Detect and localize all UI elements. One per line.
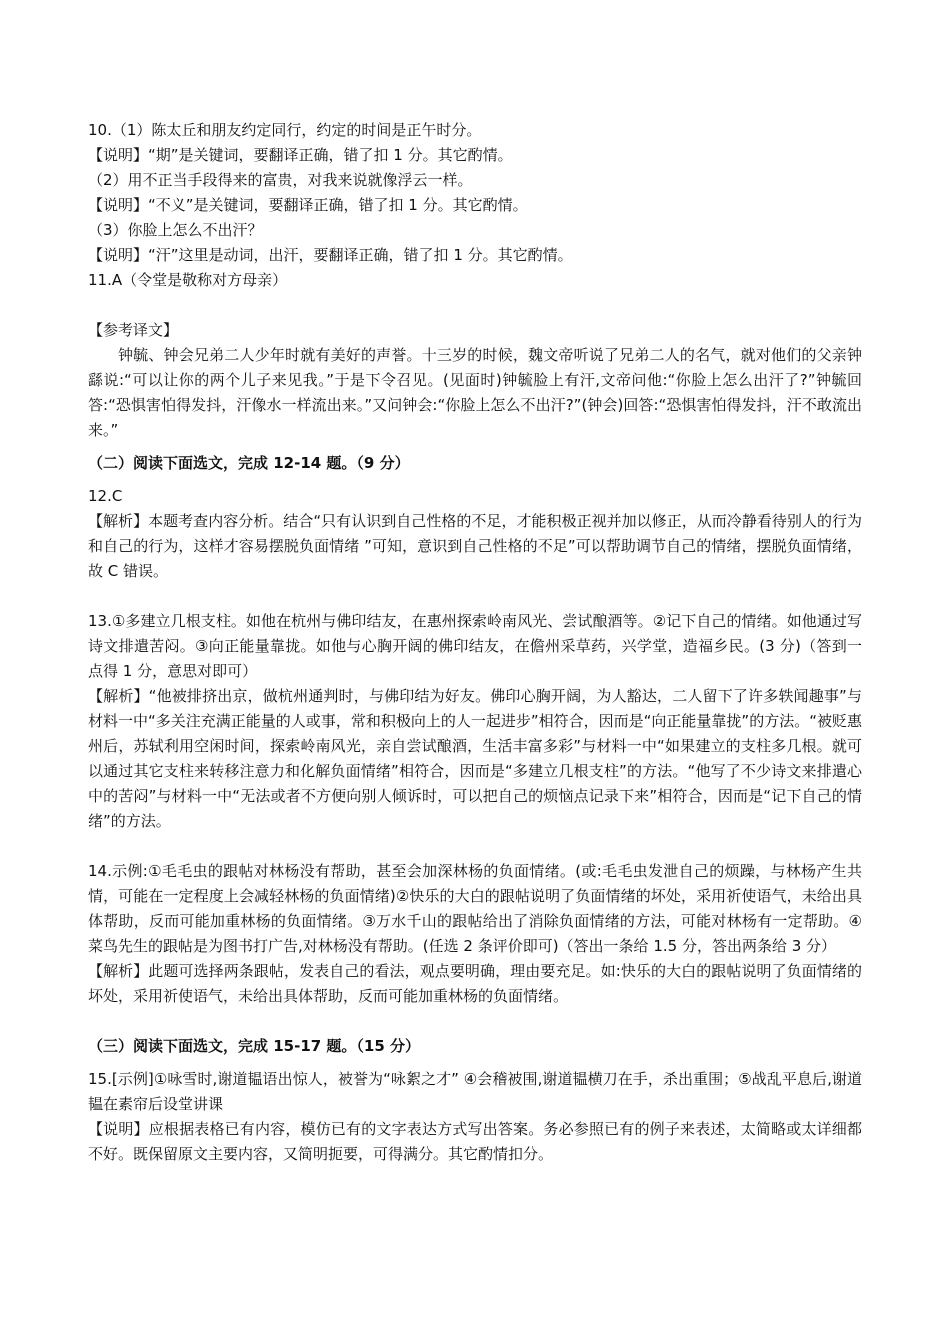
q14-answer: 14.示例:①毛毛虫的跟帖对林杨没有帮助，甚至会加深林杨的负面情绪。(或:毛毛虫发泄自己的烦躁，与林杨产生共情，可能在一定程度上会减轻林杨的负面情绪)②快乐的大白的跟帖说明了负面情绪的坏处，采用祈使语气，未给出具体帮助，反而可能加重林杨的负面情绪。③万水千山的跟帖给出了消除负面情绪的方法，可能对林杨有一定帮助。④菜鸟先生的跟帖是为图书打广告,对林杨没有帮助。(任选 2 条评价即可)（答出一条给 1.5 分，答出两条给 3 分） xyxy=(88,862,862,955)
q15-answer: 15.[示例]①咏雪时,谢道韫语出惊人，被誉为“咏絮之才” ④会稽被围,谢道韫横刀在手，杀出重围；⑤战乱平息后,谢道韫在素帘后设堂讲课 xyxy=(88,1070,862,1113)
q10-note-1: 【说明】“期”是关键词，要翻译正确，错了扣 1 分。其它酌情。 xyxy=(88,146,513,164)
answer-key-page xyxy=(88,118,862,1167)
spacer xyxy=(88,834,862,859)
q11-answer: 11.A（令堂是敬称对方母亲） xyxy=(88,271,288,289)
spacer xyxy=(88,1059,862,1067)
spacer xyxy=(88,1009,862,1034)
spacer xyxy=(88,584,862,609)
q10-note-3: 【说明】“汗”这里是动词，出汗，要翻译正确，错了扣 1 分。其它酌情。 xyxy=(88,246,573,264)
q14-analysis: 【解析】此题可选择两条跟帖，发表自己的看法，观点要明确，理由要充足。如:快乐的大白的跟帖说明了负面情绪的坏处，采用祈使语气，未给出具体帮助，反而可能加重林杨的负面情绪。 xyxy=(88,962,862,1005)
spacer xyxy=(88,443,862,451)
spacer xyxy=(88,293,862,318)
section-3-heading: （三）阅读下面选文，完成 15-17 题。（15 分） xyxy=(88,1037,421,1055)
q10-answer-2: （2）用不正当手段得来的富贵，对我来说就像浮云一样。 xyxy=(88,171,473,189)
q10-answer-3: （3）你脸上怎么不出汗？ xyxy=(88,221,263,239)
spacer xyxy=(88,476,862,484)
q10-answer-1: 10.（1）陈太丘和朋友约定同行，约定的时间是正午时分。 xyxy=(88,121,482,139)
section-2-heading: （二）阅读下面选文，完成 12-14 题。（9 分） xyxy=(88,454,410,472)
q15-note: 【说明】应根据表格已有内容，模仿已有的文字表达方式写出答案。务必参照已有的例子来表述，太简略或太详细都不好。既保留原文主要内容，又简明扼要，可得满分。其它酌情扣分。 xyxy=(88,1120,862,1163)
q12-analysis: 【解析】本题考查内容分析。结合“只有认识到自己性格的不足，才能积极正视并加以修正，从而冷静看待别人的行为和自己的行为，这样才容易摆脱负面情绪 ”可知，意识到自己性格的不足”可以帮助调节自己的情绪，摆脱负面情绪，故 C 错误。 xyxy=(88,512,862,580)
q12-answer: 12.C xyxy=(88,487,123,505)
q10-note-2: 【说明】“不义”是关键词，要翻译正确，错了扣 1 分。其它酌情。 xyxy=(88,196,528,214)
translation-heading: 【参考译文】 xyxy=(88,321,179,339)
q13-answer: 13.①多建立几根支柱。如他在杭州与佛印结友，在惠州探索岭南风光、尝试酿酒等。②记下自己的情绪。如他通过写诗文排遣苦闷。③向正能量靠拢。如他与心胸开阔的佛印结友，在儋州采草药，兴学堂，造福乡民。(3 分)（答到一点得 1 分，意思对即可） xyxy=(88,612,862,680)
q13-analysis: 【解析】“他被排挤出京，做杭州通判时，与佛印结为好友。佛印心胸开阔，为人豁达，二人留下了许多轶闻趣事”与材料一中“多关注充满正能量的人或事，常和积极向上的人一起进步”相符合，因而是“向正能量靠拢”的方法。“被贬惠州后，苏轼利用空闲时间，探索岭南风光，亲自尝试酿酒，生活丰富多彩”与材料一中“如果建立的支柱多几根。就可以通过其它支柱来转移注意力和化解负面情绪”相符合，因而是“多建立几根支柱”的方法。“他写了不少诗文来排遣心中的苦闷”与材料一中“无法或者不方便向别人倾诉时，可以把自己的烦恼点记录下来”相符合，因而是“记下自己的情绪”的方法。 xyxy=(88,687,862,830)
translation-body: 钟毓、钟会兄弟二人少年时就有美好的声誉。十三岁的时候，魏文帝听说了兄弟二人的名气，就对他们的父亲钟繇说:“可以让你的两个儿子来见我。”于是下令召见。(见面时)钟毓脸上有汗,文帝问他:“你脸上怎么出汗了?”钟毓回答:“恐惧害怕得发抖，汗像水一样流出来。”又问钟会:“你脸上怎么不出汗?”(钟会)回答:“恐惧害怕得发抖，汗不敢流出来。” xyxy=(88,346,862,439)
